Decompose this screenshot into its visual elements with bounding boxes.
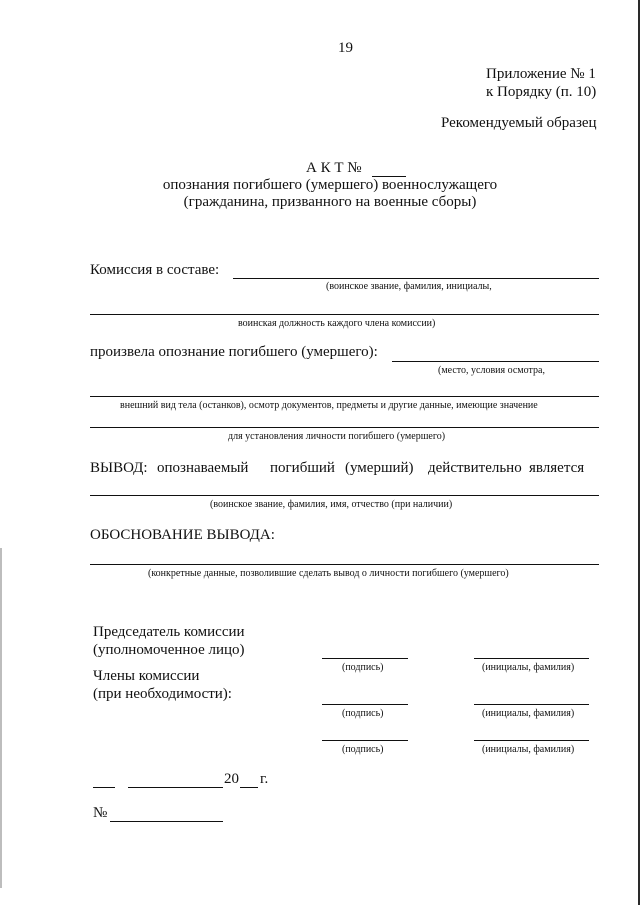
conclusion-line	[90, 495, 599, 496]
member2-signature-line	[322, 740, 408, 741]
members-label-line1: Члены комиссии	[93, 668, 200, 684]
commission-label: Комиссия в составе:	[90, 262, 220, 278]
page-number: 19	[338, 40, 353, 56]
conclusion-word-4: (умерший)	[345, 460, 414, 476]
identification-hint1: (место, условия осмотра,	[438, 365, 545, 376]
date-day-line	[93, 787, 115, 788]
title-line2: опознания погибшего (умершего) военнослужащего	[162, 177, 498, 193]
member1-name-hint: (инициалы, фамилия)	[482, 708, 575, 719]
justification-hint: (конкретные данные, позволившие сделать вывод о личности погибшего (умершего)	[148, 568, 509, 579]
chairman-label-line2: (уполномоченное лицо)	[93, 642, 245, 658]
appendix-line2: к Порядку (п. 10)	[486, 84, 597, 100]
act-title: А К Т №	[306, 160, 362, 176]
commission-line2	[90, 314, 599, 315]
justification-label: ОБОСНОВАНИЕ ВЫВОДА:	[90, 527, 275, 543]
conclusion-word-3: погибший	[270, 460, 335, 476]
conclusion-word-2: опознаваемый	[157, 460, 249, 476]
chairman-label-line1: Председатель комиссии	[93, 624, 245, 640]
member2-name-hint: (инициалы, фамилия)	[482, 744, 575, 755]
scan-border-left	[0, 548, 2, 888]
commission-hint2: воинская должность каждого члена комиссии)	[238, 318, 436, 329]
member2-signature-hint: (подпись)	[342, 744, 384, 755]
member2-name-line	[474, 740, 589, 741]
date-year-suffix: г.	[260, 771, 269, 787]
conclusion-word-6: является	[529, 460, 585, 476]
identification-label: произвела опознание погибшего (умершего):	[90, 344, 378, 360]
date-year-prefix: 20	[224, 771, 239, 787]
identification-line2	[90, 396, 599, 397]
chairman-name-hint: (инициалы, фамилия)	[482, 662, 575, 673]
member1-signature-hint: (подпись)	[342, 708, 384, 719]
chairman-name-line	[474, 658, 589, 659]
chairman-signature-hint: (подпись)	[342, 662, 384, 673]
title-line3: (гражданина, призванного на военные сборы)	[183, 194, 477, 210]
number-label: №	[93, 805, 108, 821]
identification-line3	[90, 427, 599, 428]
member1-name-line	[474, 704, 589, 705]
identification-line1	[392, 361, 599, 362]
member1-signature-line	[322, 704, 408, 705]
commission-line1	[233, 278, 599, 279]
date-month-line	[128, 787, 223, 788]
conclusion-word-5: действительно	[428, 460, 522, 476]
identification-hint3: для установления личности погибшего (умершего)	[228, 431, 446, 442]
chairman-signature-line	[322, 658, 408, 659]
conclusion-word-1: ВЫВОД:	[90, 460, 148, 476]
number-line	[110, 821, 223, 822]
members-label-line2: (при необходимости):	[93, 686, 232, 702]
appendix-line1: Приложение № 1	[486, 66, 596, 82]
recommended-sample: Рекомендуемый образец	[441, 115, 597, 131]
date-year-line	[240, 787, 258, 788]
justification-line	[90, 564, 599, 565]
identification-hint2: внешний вид тела (останков), осмотр документов, предметы и другие данные, имеющие значение	[120, 400, 538, 411]
commission-hint1: (воинское звание, фамилия, инициалы,	[326, 281, 492, 292]
conclusion-hint: (воинское звание, фамилия, имя, отчество (при наличии)	[210, 499, 453, 510]
